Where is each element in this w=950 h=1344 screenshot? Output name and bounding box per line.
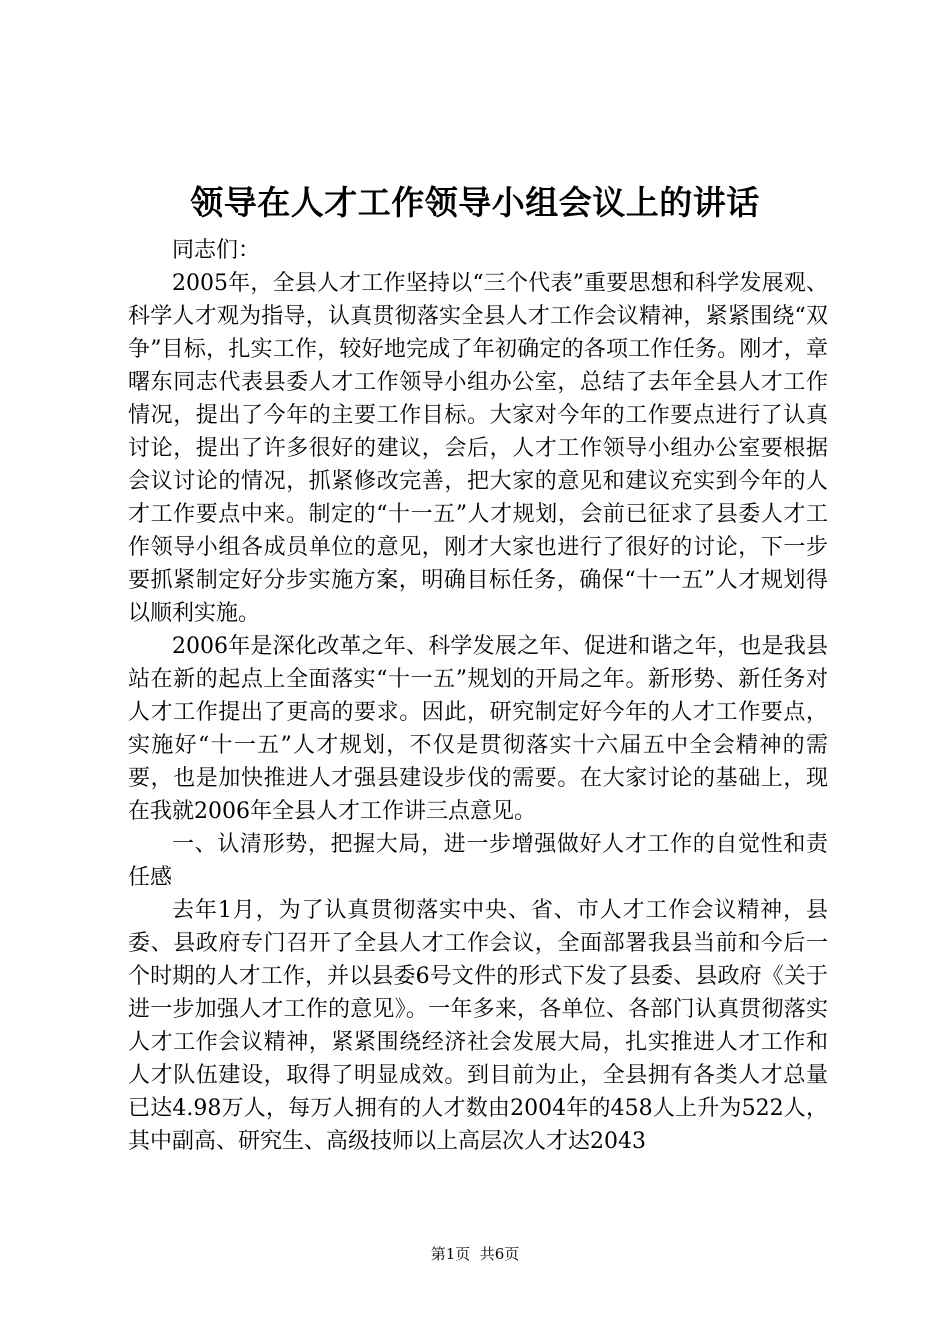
document-title: 领导在人才工作领导小组会议上的讲话 xyxy=(190,183,760,222)
paragraph: 去年1月，为了认真贯彻落实中央、省、市人才工作会议精神，县委、县政府专门召开了全县人才工作会议，全面部署我县当前和今后一个时期的人才工作，并以县委6号文件的形式下发了县委、县政府《关于进一步加强人才工作的意见》。一年多来，各单位、各部门认真贯彻落实人才工作会议精神，紧紧围绕经济社会发展大局，扎实推进人才工作和人才队伍建设，取得了明显成效。到目前为止，全县拥有各类人才总量已达4.98万人，每万人拥有的人才数由2004年的458人上升为522人，其中副高、研究生、高级技师以上高层次人才达2043 xyxy=(128,898,828,1154)
paragraph: 2005年，全县人才工作坚持以“三个代表”重要思想和科学发展观、科学人才观为指导，认真贯彻落实全县人才工作会议精神，紧紧围绕“双争”目标，扎实工作，较好地完成了年初确定的各项工作任务。刚才，章曙东同志代表县委人才工作领导小组办公室，总结了去年全县人才工作情况，提出了今年的主要工作目标。大家对今年的工作要点进行了认真讨论，提出了许多很好的建议，会后，人才工作领导小组办公室要根据会议讨论的情况，抓紧修改完善，把大家的意见和建议充实到今年的人才工作要点中来。制定的“十一五”人才规划，会前已征求了县委人才工作领导小组各成员单位的意见，刚才大家也进行了很好的讨论，下一步要抓紧制定好分步实施方案，明确目标任务，确保“十一五”人才规划得以顺利实施。 xyxy=(128,271,828,626)
paragraph: 2006年是深化改革之年、科学发展之年、促进和谐之年，也是我县站在新的起点上全面落实“十一五”规划的开局之年。新形势、新任务对人才工作提出了更高的要求。因此，研究制定好今年的人才工作要点，实施好“十一五”人才规划，不仅是贯彻落实十六届五中全会精神的需要，也是加快推进人才强县建设步伐的需要。在大家讨论的基础上，现在我就2006年全县人才工作讲三点意见。 xyxy=(128,634,828,824)
page-footer xyxy=(0,1244,950,1264)
document-body xyxy=(128,234,828,1158)
page-number: 第1页 共6页 xyxy=(430,1245,520,1263)
section-heading: 一、认清形势，把握大局，进一步增强做好人才工作的自觉性和责任感 xyxy=(128,832,828,890)
paragraph-salutation: 同志们： xyxy=(172,238,261,263)
